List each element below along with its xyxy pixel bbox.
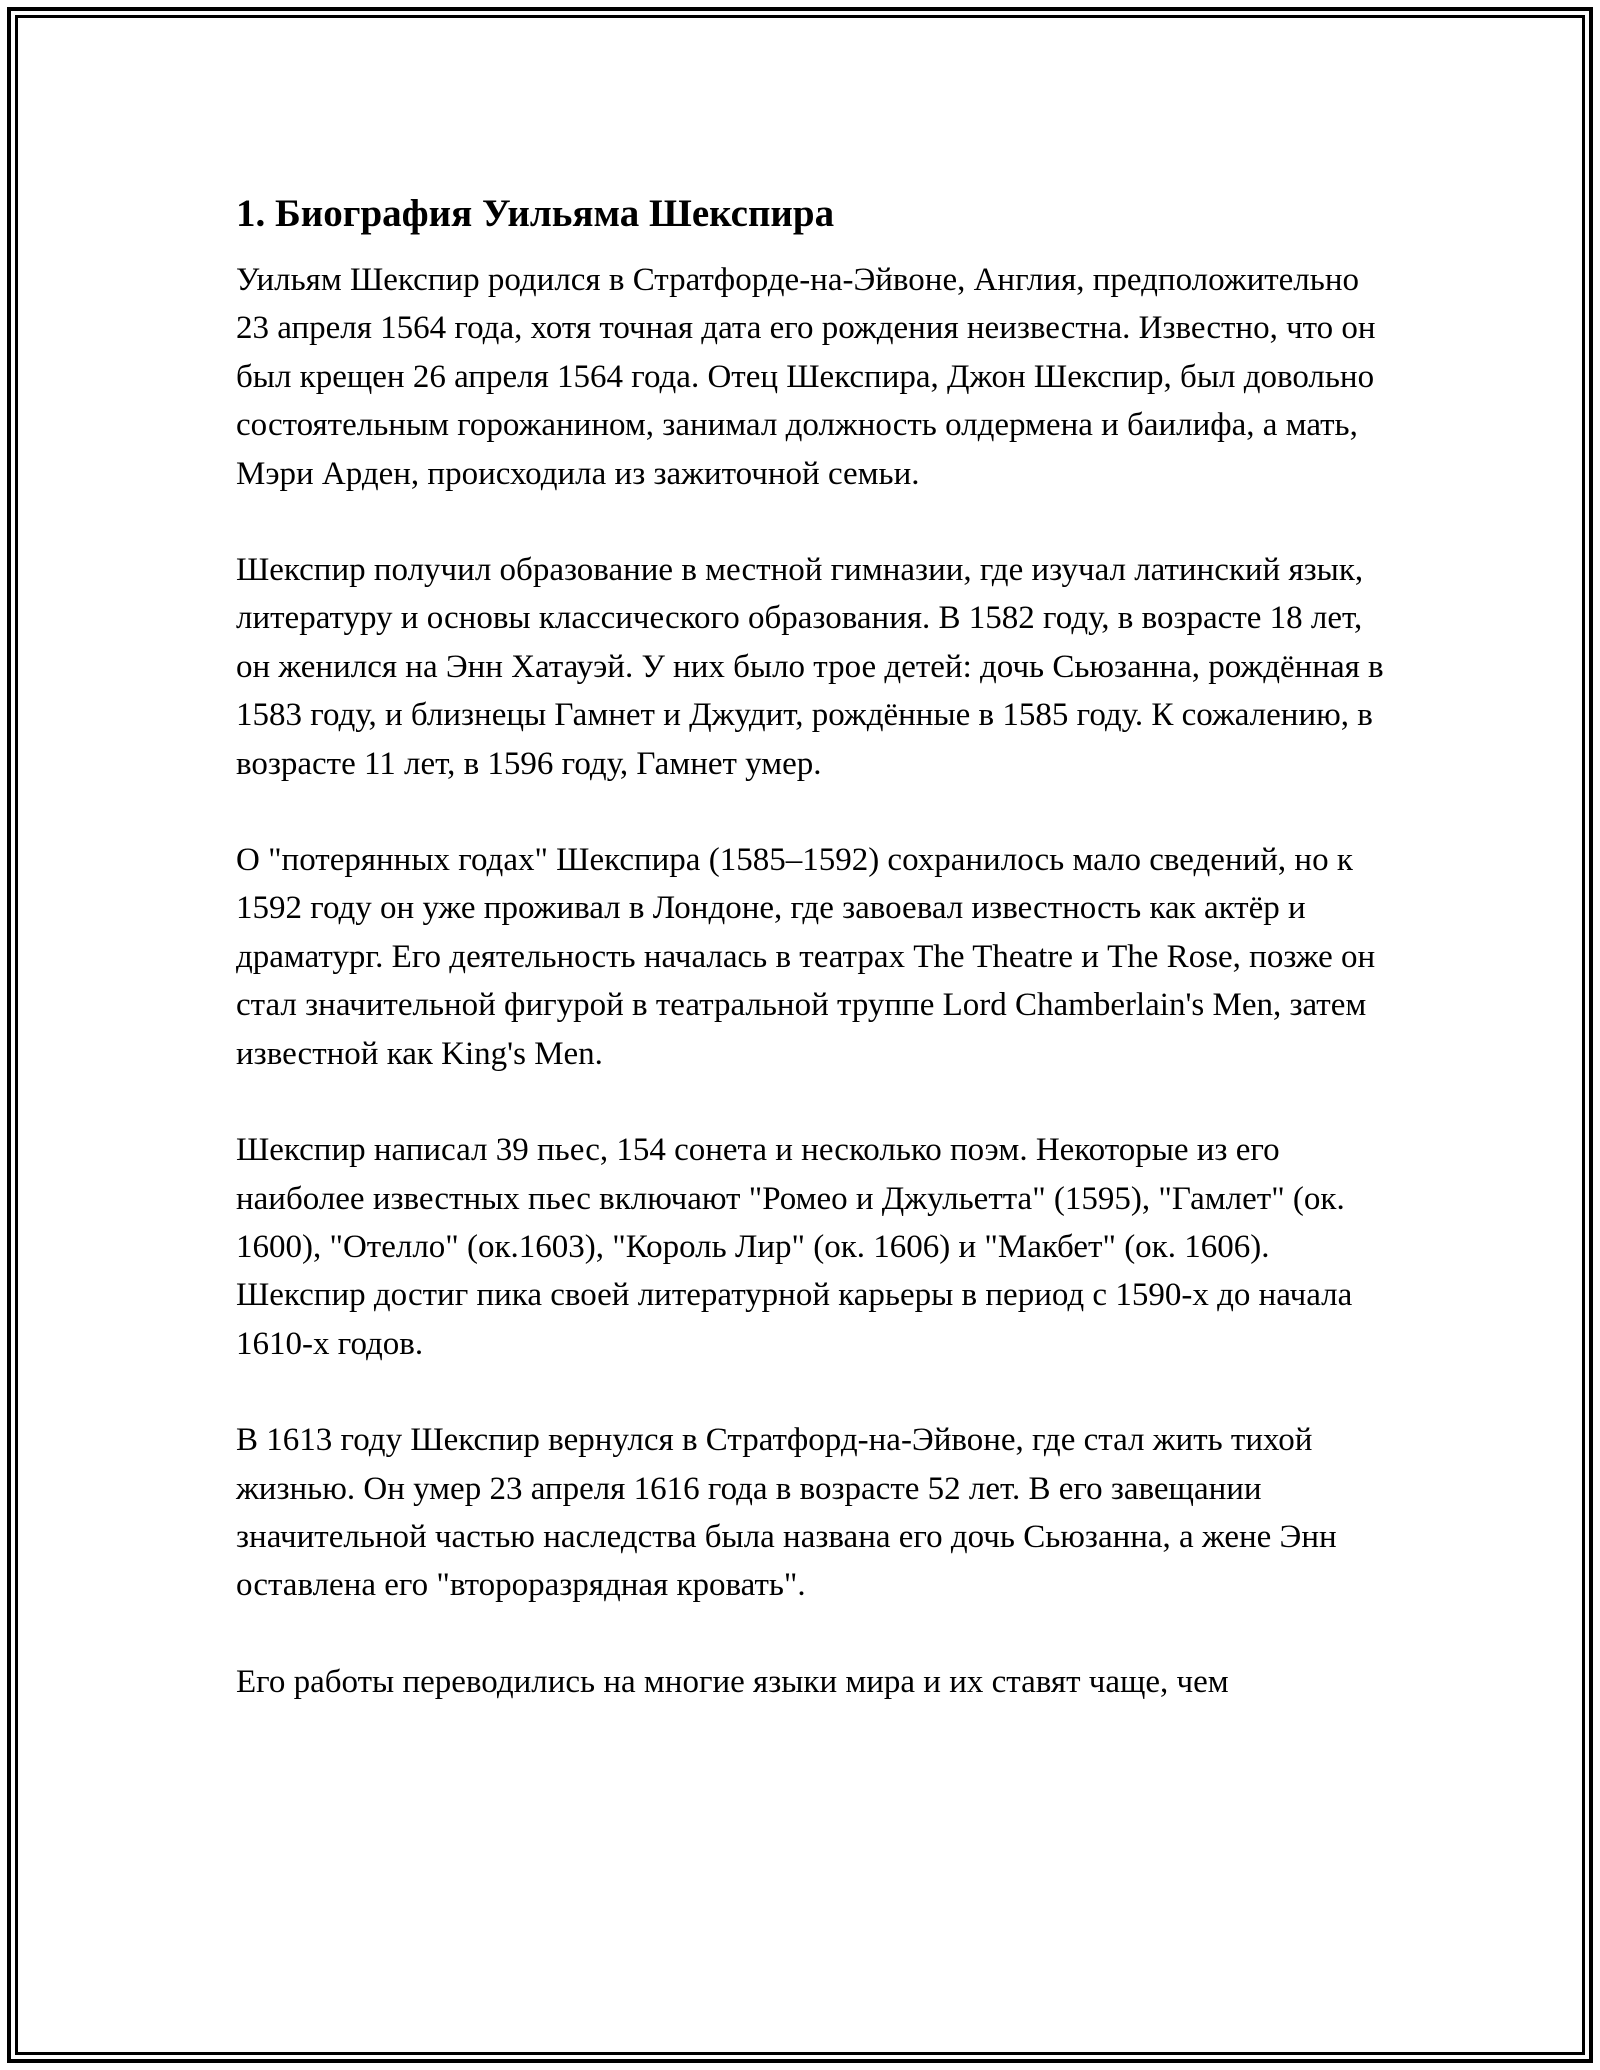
- paragraph-later-life: В 1613 году Шекспир вернулся в Стратфорд-на-Эйвоне, где стал жить тихой жизнью. Он умер 23 апреля 1616 года в возрасте 52 лет. В его завещании значительной частью наследства была названа его дочь Сьюзанна, а жене Энн оставлена его "второразрядная кровать".: [236, 1422, 1337, 1604]
- paragraph-birth: Уильям Шекспир родился в Стратфорде-на-Эйвоне, Англия, предположительно 23 апреля 1564 года, хотя точная дата его рождения неизвестна. Известно, что он был крещен 26 апреля 1564 года. Отец Шекспира, Джон Шекспир, был довольно состоятельным горожанином, занимал должность олдермена и баилифа, а мать, Мэри Арден, происходила из зажиточной семьи.: [236, 262, 1376, 492]
- paragraph-works: Шекспир написал 39 пьес, 154 сонета и несколько поэм. Некоторые из его наиболее известных пьес включают "Ромео и Джульетта" (1595), "Гамлет" (ок. 1600), "Отелло" (ок.1603), "Король Лир" (ок. 1606) и "Макбет" (ок. 1606). Шекспир достиг пика своей литературной карьеры в период с 1590-х до начала 1610-х годов.: [236, 1132, 1353, 1362]
- paragraph-lost-years: О "потерянных годах" Шекспира (1585–1592) сохранилось мало сведений, но к 1592 году он уже проживал в Лондоне, где завоевал известность как актёр и драматург. Его деятельность началась в театрах The Theatre и The Rose, позже он стал значительной фигурой в театральной труппе Lord Chamberlain's Men, затем известной как King's Men.: [236, 842, 1376, 1072]
- paragraph-education-family: Шекспир получил образование в местной гимназии, где изучал латинский язык, литературу и основы классического образования. В 1582 году, в возрасте 18 лет, он женился на Энн Хатауэй. У них было трое детей: дочь Сьюзанна, рождённая в 1583 году, и близнецы Гамнет и Джудит, рождённые в 1585 году. К сожалению, в возрасте 11 лет, в 1596 году, Гамнет умер.: [236, 552, 1384, 782]
- document-body: [236, 186, 1386, 1754]
- paragraph-legacy: Его работы переводились на многие языки мира и их ставят чаще, чем: [236, 1663, 1229, 1700]
- document-title: 1. Биография Уильяма Шекспира: [236, 192, 835, 235]
